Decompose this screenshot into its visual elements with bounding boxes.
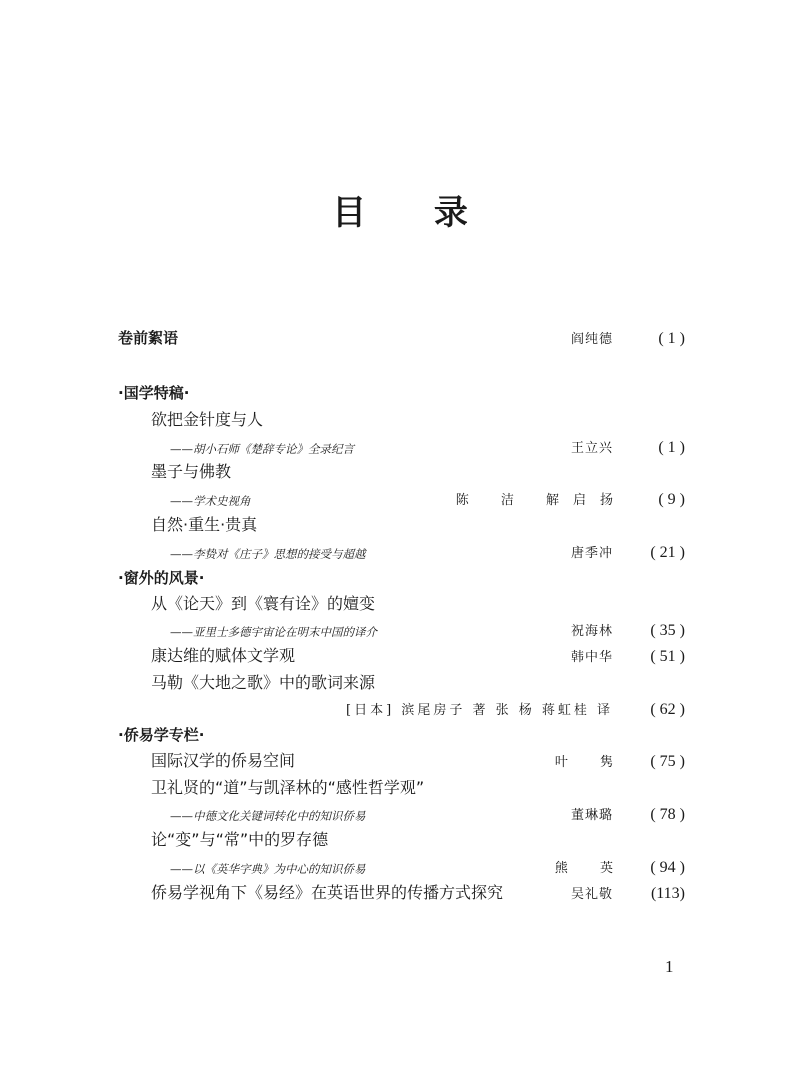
entry-title: 康达维的赋体文学观 <box>151 646 296 665</box>
toc-entry <box>0 877 800 907</box>
entry-page: ( 78 ) <box>650 806 685 823</box>
entry-title: 马勒《大地之歌》中的歌词来源 <box>151 673 376 692</box>
entry-title: 侨易学视角下《易经》在英语世界的传播方式探究 <box>151 883 504 902</box>
toc-entry <box>0 509 800 539</box>
toc-entry <box>0 640 800 670</box>
entry-title: 卫礼贤的“道”与凯泽林的“感性哲学观” <box>151 778 425 797</box>
entry-page: ( 9 ) <box>658 491 685 508</box>
entry-title: 从《论天》到《寰有诠》的嬗变 <box>151 594 376 613</box>
entry-page: ( 21 ) <box>650 544 685 561</box>
section-title: ·侨易学专栏· <box>118 726 205 744</box>
entry-subtitle: ——学术史视角 <box>170 494 251 508</box>
entry-page: ( 1 ) <box>658 439 685 456</box>
entry-page: ( 51 ) <box>650 648 685 665</box>
entry-author: 韩中华 <box>570 650 613 665</box>
entry-author: [日本] 滨尾房子 著 张 杨 蒋虹桂 译 <box>346 703 613 718</box>
toc-entry <box>0 404 800 434</box>
entry-author: 祝海林 <box>570 624 613 639</box>
entry-title: 论“变”与“常”中的罗存德 <box>151 830 329 849</box>
entry-author: 叶 隽 <box>554 755 627 770</box>
entry-title: 国际汉学的侨易空间 <box>151 751 296 770</box>
entry-title: 自然·重生·贵真 <box>151 515 258 534</box>
entry-author: 熊 英 <box>554 861 627 876</box>
toc-entry <box>0 745 800 775</box>
entry-page: ( 1 ) <box>658 330 685 347</box>
section-title: ·国学特稿· <box>118 384 190 402</box>
entry-subtitle: ——以《英华字典》为中心的知识侨易 <box>170 862 366 876</box>
entry-author: 董琳璐 <box>570 808 613 823</box>
entry-title: 卷前絮语 <box>118 329 179 347</box>
entry-page: ( 35 ) <box>650 622 685 639</box>
entry-author: 阎纯德 <box>570 332 613 347</box>
toc-section-heading <box>0 377 800 407</box>
section-title: ·窗外的风景· <box>118 569 205 587</box>
entry-author: 王立兴 <box>570 441 613 456</box>
toc-entry-preface <box>0 322 800 352</box>
toc-entry <box>0 824 800 854</box>
entry-page: (113) <box>650 885 685 902</box>
entry-subtitle: ——中德文化关键词转化中的知识侨易 <box>170 809 366 823</box>
page-number: 1 <box>665 957 674 976</box>
entry-title: 欲把金针度与人 <box>151 410 264 429</box>
entry-subtitle: ——亚里士多德宇宙论在明末中国的译介 <box>170 625 377 639</box>
entry-author: 陈 洁 解启扬 <box>455 493 627 508</box>
toc-entry <box>0 456 800 486</box>
entry-author: 唐季冲 <box>570 546 613 561</box>
page-title: 目 录 <box>332 193 496 233</box>
entry-page: ( 75 ) <box>650 753 685 770</box>
entry-title: 墨子与佛教 <box>151 462 232 481</box>
entry-subtitle: ——李贽对《庄子》思想的接受与超越 <box>170 547 366 561</box>
entry-page: ( 94 ) <box>650 859 685 876</box>
entry-page: ( 62 ) <box>650 701 685 718</box>
entry-author: 吴礼敬 <box>570 887 613 902</box>
entry-subtitle: ——胡小石师《楚辞专论》全录纪言 <box>170 442 354 456</box>
